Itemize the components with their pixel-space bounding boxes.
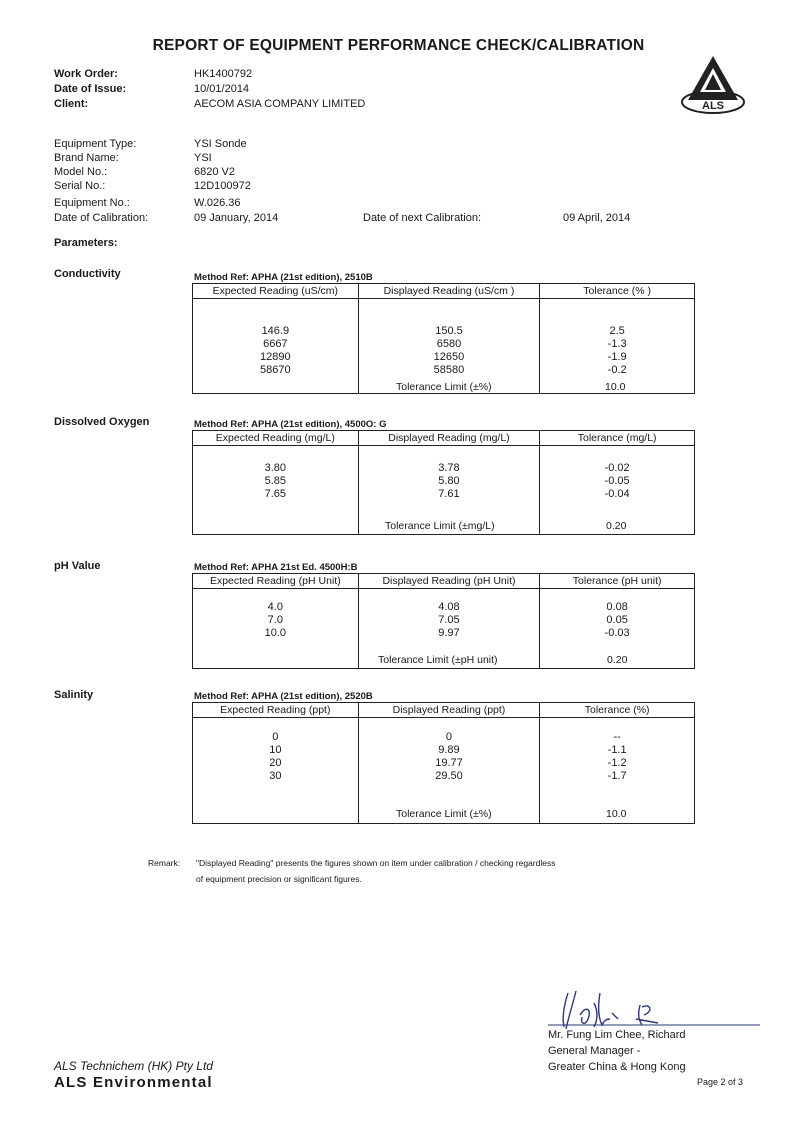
report-title: REPORT OF EQUIPMENT PERFORMANCE CHECK/CALIBRATION [152, 37, 645, 54]
table-cell: -1.7 [607, 770, 627, 782]
signature-mark [540, 985, 760, 1035]
displayed-values [359, 718, 540, 783]
table-cell: 30 [269, 770, 282, 782]
table-cell: 12650 [433, 351, 465, 363]
remark-label: Remark: [148, 858, 181, 868]
expected-values [193, 299, 358, 377]
table-cell: -1.3 [607, 338, 627, 350]
remark-line-1: "Displayed Reading" presents the figures shown on item under calibration / checking regardless [196, 858, 556, 868]
table-cell: -0.2 [607, 364, 627, 376]
table-cell: 29.50 [435, 770, 463, 782]
table-cell: -0.04 [604, 488, 630, 500]
table-cell: 12890 [260, 351, 291, 363]
serial-no-label: Serial No.: [54, 180, 106, 192]
table-cell: -- [613, 731, 621, 743]
section-name-dissolved-oxygen: Dissolved Oxygen [54, 416, 150, 428]
conductivity-table [192, 283, 695, 394]
tolerance-limit-label: Tolerance Limit (±%) [396, 381, 492, 393]
table-cell: 7.05 [438, 614, 460, 626]
tolerance-values [540, 589, 694, 640]
date-of-calibration-value: 09 January, 2014 [194, 212, 279, 224]
section-name-salinity: Salinity [54, 689, 94, 701]
col-header-expected: Expected Reading (ppt) [193, 703, 359, 718]
table-cell: 150.5 [435, 325, 463, 337]
tolerance-limit-value: 10.0 [606, 808, 627, 820]
displayed-values [359, 299, 540, 377]
next-calibration-value: 09 April, 2014 [563, 212, 631, 224]
tolerance-values [540, 446, 694, 501]
expected-values [193, 446, 358, 501]
table-cell: 58670 [260, 364, 291, 376]
brand-name-label: Brand Name: [54, 152, 119, 164]
signatory-name: Mr. Fung Lim Chee, Richard [548, 1029, 686, 1041]
col-header-expected: Expected Reading (pH Unit) [193, 574, 359, 589]
parameters-label: Parameters: [54, 237, 118, 249]
equipment-no-label: Equipment No.: [54, 197, 130, 209]
signatory-title-1: General Manager - [548, 1045, 641, 1057]
table-cell: 7.0 [267, 614, 283, 626]
table-cell: 19.77 [435, 757, 463, 769]
col-header-displayed: Displayed Reading (uS/cm ) [358, 284, 540, 299]
table-cell: 9.97 [438, 627, 460, 639]
table-cell: 0 [272, 731, 279, 743]
remark-line-2: of equipment precision or significant figures. [196, 874, 362, 884]
table-cell: -1.2 [607, 757, 627, 769]
logo-text: ALS [702, 100, 724, 112]
table-cell: 4.0 [267, 601, 283, 613]
table-cell: 146.9 [261, 325, 290, 337]
als-logo [678, 54, 748, 118]
page-number: Page 2 of 3 [697, 1077, 744, 1087]
date-of-issue-value: 10/01/2014 [194, 83, 250, 95]
method-ref-ph-value: Method Ref: APHA 21st Ed. 4500H:B [194, 562, 358, 573]
signature [540, 985, 760, 1035]
displayed-values [359, 589, 540, 640]
table-cell: 0.08 [606, 601, 628, 613]
col-header-tolerance: Tolerance (% ) [540, 284, 695, 299]
table-cell: 3.80 [264, 462, 287, 474]
table-cell: 0 [445, 731, 453, 743]
col-header-tolerance: Tolerance (pH unit) [540, 574, 695, 589]
footer-brand: ALS Environmental [54, 1074, 213, 1091]
serial-no-value: 12D100972 [194, 180, 251, 192]
signatory-title-2: Greater China & Hong Kong [548, 1061, 686, 1073]
tolerance-limit-label: Tolerance Limit (±mg/L) [385, 520, 495, 532]
table-cell: 10.0 [264, 627, 287, 639]
table-cell: 58580 [433, 364, 465, 376]
section-name-conductivity: Conductivity [54, 268, 121, 280]
tolerance-limit-label: Tolerance Limit (±%) [396, 808, 492, 820]
next-calibration-label: Date of next Calibration: [363, 212, 482, 224]
date-of-calibration-label: Date of Calibration: [54, 212, 149, 224]
table-cell: -0.05 [604, 475, 630, 487]
model-no-label: Model No.: [54, 166, 108, 178]
client-label: Client: [54, 98, 89, 110]
table-cell: 5.80 [438, 475, 460, 487]
work-order-value: HK1400792 [194, 68, 253, 80]
method-ref-dissolved-oxygen: Method Ref: APHA (21st edition), 4500O: G [194, 419, 387, 430]
als-logo-icon [678, 54, 748, 118]
model-no-value: 6820 V2 [194, 166, 235, 178]
tolerance-limit-value: 0.20 [607, 654, 628, 666]
section-name-ph-value: pH Value [54, 560, 101, 572]
date-of-issue-label: Date of Issue: [54, 83, 127, 95]
work-order-label: Work Order: [54, 68, 118, 80]
tolerance-limit-value: 10.0 [605, 381, 626, 393]
footer-company: ALS Technichem (HK) Pty Ltd [54, 1059, 213, 1073]
table-cell: 20 [269, 757, 282, 769]
brand-name-value: YSI [194, 152, 212, 164]
tolerance-values [540, 718, 694, 783]
equipment-no-value: W.026.36 [194, 197, 241, 209]
table-cell: 5.85 [264, 475, 287, 487]
displayed-values [359, 446, 540, 501]
client-value: AECOM ASIA COMPANY LIMITED [194, 98, 366, 110]
table-cell: 7.61 [438, 488, 460, 500]
col-header-tolerance: Tolerance (%) [540, 703, 695, 718]
tolerance-values [540, 299, 694, 377]
table-cell: 10 [269, 744, 282, 756]
method-ref-salinity: Method Ref: APHA (21st edition), 2520B [194, 691, 373, 702]
equipment-type-label: Equipment Type: [54, 138, 137, 150]
table-cell: -1.1 [607, 744, 627, 756]
table-cell: 9.89 [438, 744, 460, 756]
table-cell: 4.08 [438, 601, 460, 613]
col-header-tolerance: Tolerance (mg/L) [540, 431, 695, 446]
method-ref-conductivity: Method Ref: APHA (21st edition), 2510B [194, 272, 373, 283]
col-header-expected: Expected Reading (uS/cm) [193, 284, 359, 299]
col-header-displayed: Displayed Reading (pH Unit) [358, 574, 540, 589]
table-cell: 3.78 [438, 462, 460, 474]
table-cell: -0.02 [604, 462, 630, 474]
table-cell: -0.03 [604, 627, 630, 639]
tolerance-limit-value: 0.20 [606, 520, 627, 532]
col-header-displayed: Displayed Reading (mg/L) [358, 431, 540, 446]
salinity-table [192, 702, 695, 824]
equipment-type-value: YSI Sonde [194, 138, 247, 150]
tolerance-limit-label: Tolerance Limit (±pH unit) [378, 654, 498, 666]
table-cell: 2.5 [609, 325, 625, 337]
table-cell: 7.65 [264, 488, 287, 500]
table-cell: 6580 [436, 338, 462, 350]
table-cell: -1.9 [607, 351, 627, 363]
expected-values [193, 589, 358, 640]
expected-values [193, 718, 358, 783]
table-cell: 6667 [263, 338, 288, 350]
col-header-displayed: Displayed Reading (ppt) [358, 703, 540, 718]
table-cell: 0.05 [606, 614, 628, 626]
col-header-expected: Expected Reading (mg/L) [193, 431, 359, 446]
